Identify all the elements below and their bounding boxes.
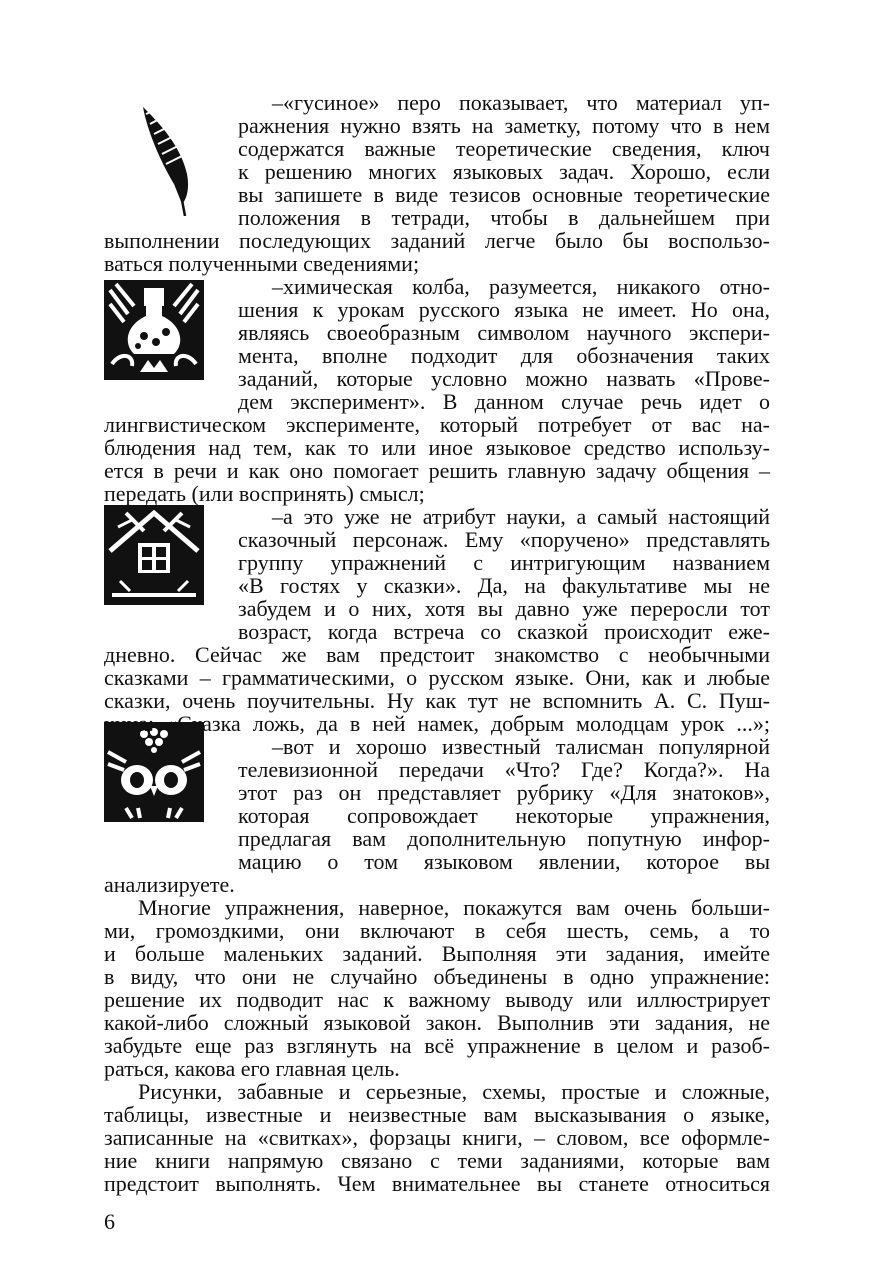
text-line: группу упражнений с интригующим названием (238, 550, 770, 575)
text-line: сказочный персонаж. Ему «поручено» представлять (238, 527, 770, 552)
text-line: ется в речи и как оно помогает решить главную задачу общения – (104, 458, 770, 483)
text-line: возраст, когда встреча со сказкой происходит еже- (238, 619, 770, 644)
text-line: забудем и о них, хотя вы давно уже переросли тот (238, 596, 770, 621)
text-line: выполнении последующих заданий легче было бы воспользо- (104, 228, 770, 253)
text-line: этот раз он представляет рубрику «Для знатоков», (238, 780, 770, 805)
text-line: мента, вполне подходит для обозначения таких (238, 343, 770, 368)
text-line: предстоит выполнять. Чем внимательнее вы станете относиться (104, 1171, 770, 1196)
fairy-hut-icon (104, 505, 204, 605)
text-line: блюдения над тем, как то или иное языковое средство использу- (104, 435, 770, 460)
text-line: являясь своеобразным символом научного экспери- (238, 320, 770, 345)
text-line: забудьте еще раз взглянуть на всё упражнение в целом и разоб- (104, 1033, 770, 1058)
text-line: мацию о том языковом явлении, которое вы (238, 849, 770, 874)
text-line: раться, какова его главная цель. (104, 1056, 400, 1081)
text-line: содержатся важные теоретические сведения, ключ (238, 136, 770, 161)
text-line: дем эксперимент». В данном случае речь идет о (238, 389, 770, 414)
text-line: –химическая колба, разумеется, никакого отно- (272, 274, 770, 299)
text-line: Многие упражнения, наверное, покажутся вам очень больши- (138, 895, 770, 920)
owl-icon (104, 722, 204, 822)
text-line: решение их подводит нас к важному выводу или иллюстрирует (104, 987, 770, 1012)
text-line: таблицы, известные и неизвестные вам высказывания о языке, (104, 1102, 770, 1127)
text-line: дневно. Сейчас же вам предстоит знакомство с необычными (104, 642, 770, 667)
text-line: передать (или воспринять) смысл; (104, 481, 425, 506)
quill-pen-icon (140, 104, 194, 216)
text-line: заданий, которые условно можно назвать «Прове- (238, 366, 770, 391)
text-line: предлагая вам дополнительную попутную инфор- (238, 826, 770, 851)
text-line: сказки, очень поучительны. Ну как тут не вспомнить А. С. Пуш- (104, 688, 770, 713)
text-line: и больше маленьких заданий. Выполняя эти задания, имейте (104, 941, 770, 966)
text-line: кина: «Сказка ложь, да в ней намек, добрым молодцам урок ...»; (104, 711, 770, 736)
text-line: которая сопровождает некоторые упражнения, (238, 803, 770, 828)
text-line: «В гостях у сказки». Да, на факультативе мы не (238, 573, 770, 598)
page-number: 6 (104, 1209, 115, 1234)
chemical-flask-icon (104, 280, 204, 380)
text-line: к решению многих языковых задач. Хорошо, если (238, 159, 770, 184)
text-line: телевизионной передачи «Что? Где? Когда?». На (238, 757, 770, 782)
text-line: ражнения нужно взять на заметку, потому что в нем (238, 113, 770, 138)
text-line: –вот и хорошо известный талисман популярной (272, 734, 770, 759)
text-line: какой-либо сложный языковой закон. Выполнив эти задания, не (104, 1010, 770, 1035)
text-line: –«гусиное» перо показывает, что материал уп- (272, 90, 770, 115)
text-line: вы запишете в виде тезисов основные теоретические (238, 182, 770, 207)
text-line: ние книги напрямую связано с теми заданиями, которые вам (104, 1148, 770, 1173)
text-line: –а это уже не атрибут науки, а самый настоящий (272, 504, 770, 529)
text-line: ми, громоздкими, они включают в себя шесть, семь, а то (104, 918, 770, 943)
text-line: записанные на «свитках», форзацы книги, – словом, все оформле- (104, 1125, 770, 1150)
text-line: положения в тетради, чтобы в дальнейшем при (238, 205, 770, 230)
text-line: Рисунки, забавные и серьезные, схемы, простые и сложные, (138, 1079, 770, 1104)
text-line: ваться полученными сведениями; (104, 251, 420, 276)
text-line: анализируете. (104, 872, 235, 897)
text-line: лингвистическом эксперименте, который потребует от вас на- (104, 412, 770, 437)
text-line: в виду, что они не случайно объединены в одно упражнение: (104, 964, 770, 989)
text-line: сказками – грамматическими, о русском языке. Они, как и любые (104, 665, 770, 690)
text-line: шения к урокам русского языка не имеет. Но она, (238, 297, 770, 322)
